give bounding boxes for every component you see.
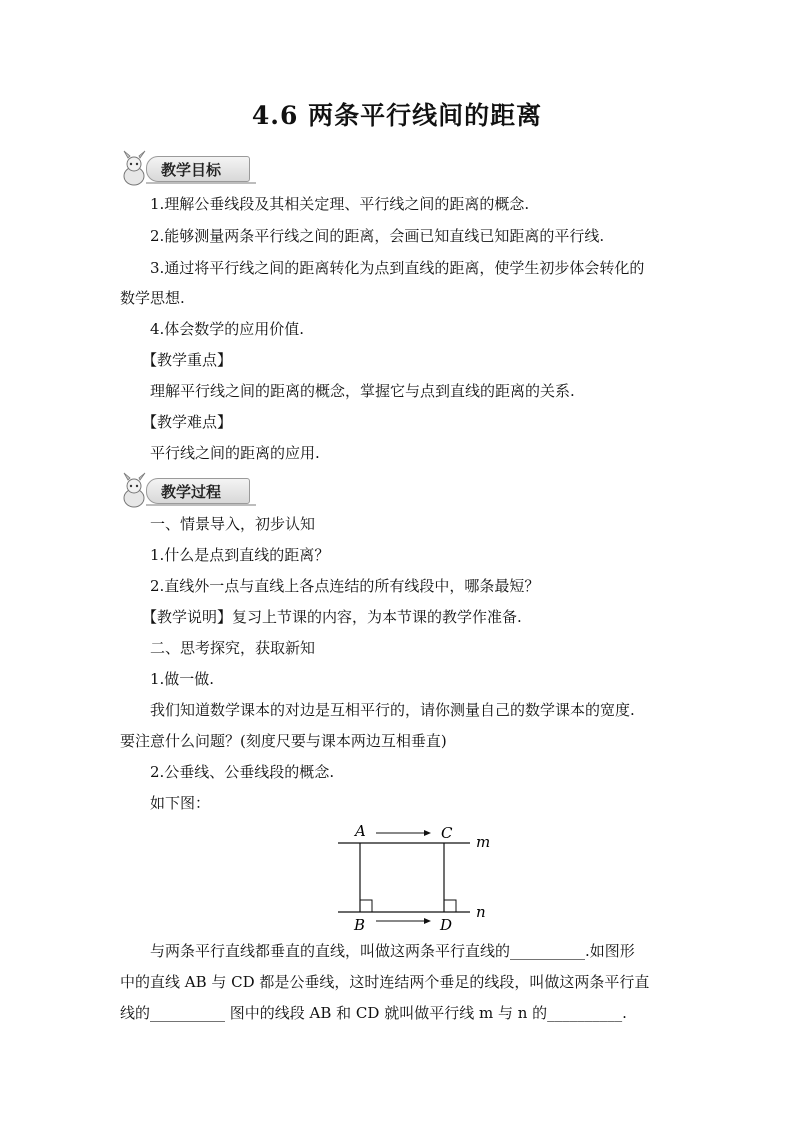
section-title: 教学目标: [161, 161, 222, 179]
difficulty-label: 【教学难点】: [142, 413, 233, 431]
right-angle-mark-b: [360, 900, 372, 912]
label-m: m: [476, 833, 491, 851]
section-badge: [146, 478, 250, 504]
key-point-text: 理解平行线之间的距离的概念，掌握它与点到直线的距离的关系.: [150, 382, 575, 400]
figure-intro: 如下图：: [150, 794, 211, 812]
right-angle-mark-d: [444, 900, 456, 912]
divider: [146, 182, 256, 184]
key-point-label: 【教学重点】: [142, 351, 233, 369]
goal-4: 4.体会数学的应用价值.: [150, 320, 305, 338]
activity-1-text-line2: 要注意什么问题？(刻度尺要与课本两边互相垂直): [120, 732, 447, 750]
section-banner-process: [118, 472, 248, 506]
label-n: n: [476, 903, 486, 921]
goal-1: 1.理解公垂线段及其相关定理、平行线之间的距离的概念.: [150, 195, 530, 213]
concept-line1: 与两条平行直线都垂直的直线，叫做这两条平行直线的__________.如图形: [150, 942, 635, 960]
label-b: B: [354, 916, 366, 934]
activity-1-text-line1: 我们知道数学课本的对边是互相平行的，请你测量自己的数学课本的宽度.: [150, 701, 635, 719]
question-2: 2.直线外一点与直线上各点连结的所有线段中，哪条最短？: [150, 577, 540, 595]
label-a: A: [355, 822, 366, 840]
label-d: D: [440, 916, 453, 934]
arrow-head-top: [424, 830, 431, 836]
activity-2: 2.公垂线、公垂线段的概念.: [150, 763, 335, 781]
activity-1: 1.做一做.: [150, 670, 215, 688]
arrow-head-bottom: [424, 918, 431, 924]
label-c: C: [441, 824, 453, 842]
difficulty-text: 平行线之间的距离的应用.: [150, 444, 320, 462]
page-title: 4.6 两条平行线间的距离: [251, 101, 543, 130]
goal-3-line1: 3.通过将平行线之间的距离转化为点到直线的距离，使学生初步体会转化的: [150, 259, 645, 277]
section-title: 教学过程: [161, 483, 222, 501]
goal-3-line2: 数学思想.: [120, 289, 185, 307]
concept-line2: 中的直线 AB 与 CD 都是公垂线，这时连结两个垂足的线段，叫做这两条平行直: [120, 973, 650, 991]
concept-line3: 线的__________ 图中的线段 AB 和 CD 就叫做平行线 m 与 n 的__________.: [120, 1004, 627, 1022]
section-banner-goals: [118, 150, 248, 184]
question-1: 1.什么是点到直线的距离？: [150, 546, 330, 564]
divider: [146, 504, 256, 506]
section-badge: [146, 156, 250, 182]
section-2-heading: 二、思考探究，获取新知: [150, 639, 316, 657]
section-1-heading: 一、情景导入，初步认知: [150, 515, 316, 533]
parallel-lines-figure: [330, 822, 500, 934]
goal-2: 2.能够测量两条平行线之间的距离，会画已知直线已知距离的平行线.: [150, 227, 605, 245]
teaching-note: 【教学说明】复习上节课的内容，为本节课的教学作准备.: [142, 608, 522, 626]
